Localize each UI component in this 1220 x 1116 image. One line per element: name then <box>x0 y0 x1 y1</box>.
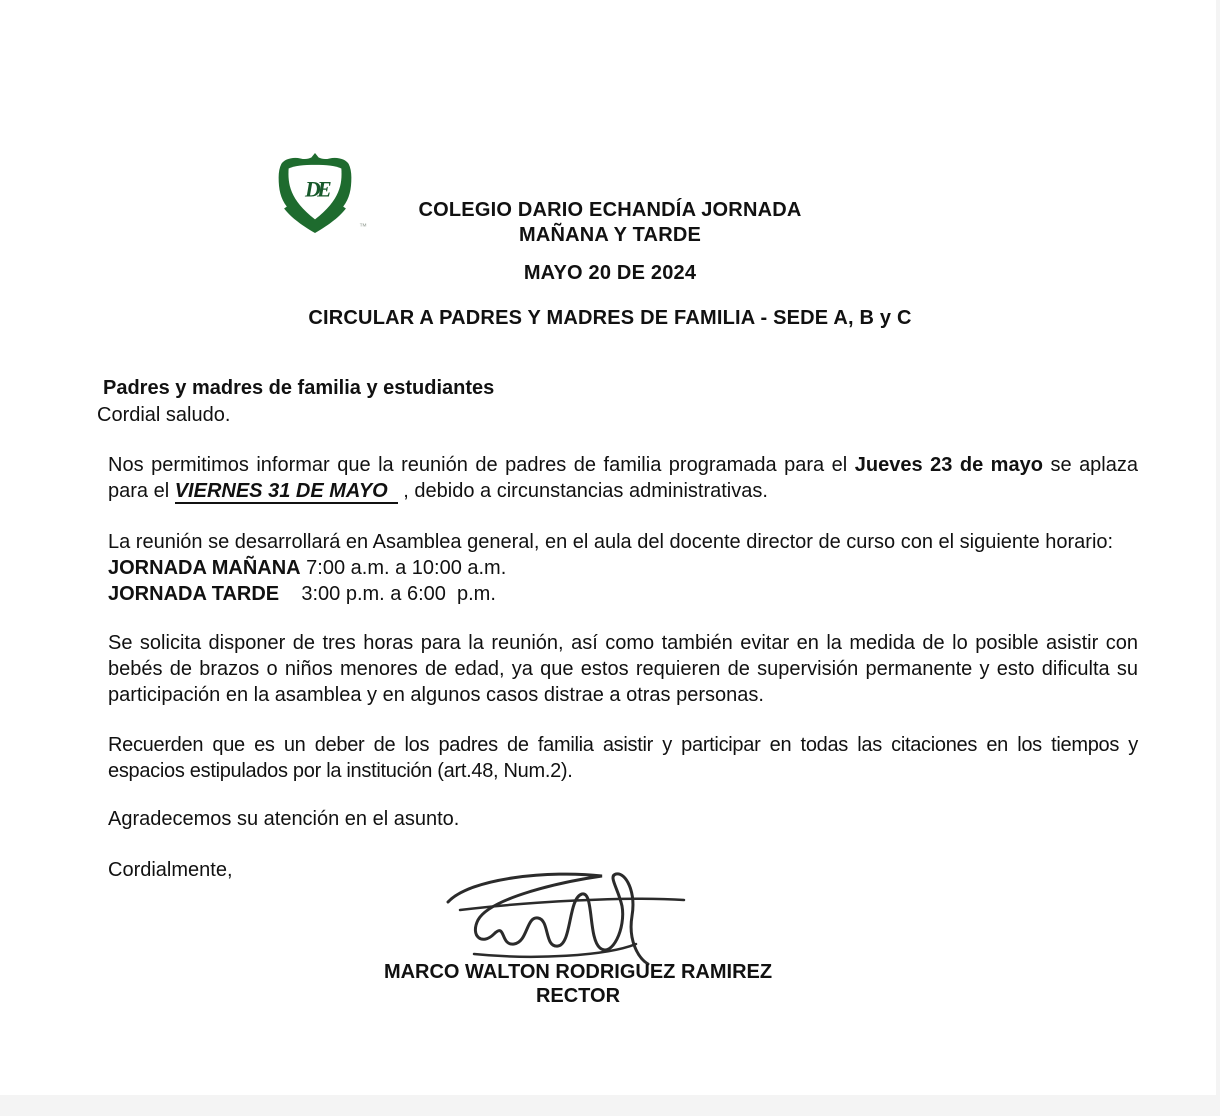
date-line: MAYO 20 DE 2024 <box>523 262 697 284</box>
schedule-row-morning <box>108 555 1138 581</box>
signature-image <box>430 868 730 968</box>
paragraph-thanks: Agradecemos su atención en el asunto. <box>108 808 460 830</box>
scan-right-edge <box>1216 0 1220 1116</box>
schedule-time-afternoon: 3:00 p.m. a 6:00 p.m. <box>279 583 496 605</box>
schedule-label-afternoon: JORNADA TARDE <box>108 583 280 605</box>
greeting-line: Cordial saludo. <box>97 404 231 426</box>
school-name-line1: COLEGIO DARIO ECHANDÍA JORNADA <box>418 199 802 221</box>
paragraph-schedule <box>108 529 1138 607</box>
trademark-mark: ™ <box>359 222 367 231</box>
p1-original-date: Jueves 23 de mayo <box>854 454 1043 476</box>
p1-text-end: , debido a circunstancias administrativas. <box>397 480 768 502</box>
school-name-line2: MAÑANA Y TARDE <box>518 224 702 246</box>
schedule-time-morning: 7:00 a.m. a 10:00 a.m. <box>300 557 507 579</box>
p1-text-start: Nos permitimos informar que la reunión de padres de familia programada para el <box>108 454 855 476</box>
recipients-line: Padres y madres de familia y estudiantes <box>103 377 495 399</box>
schedule-row-afternoon <box>108 581 1138 607</box>
scan-bottom-edge <box>0 1095 1220 1116</box>
p1-text-mid: se aplaza para el <box>108 454 1138 502</box>
paragraph-reminder: Recuerden que es un deber de los padres de familia asistir y participar en todas las citaciones en los tiempos y espacios estipulados por la institución (art.48, Num.2). <box>108 734 1138 782</box>
logo-monogram-text: DE <box>305 177 329 202</box>
signatory-title: RECTOR <box>535 985 621 1007</box>
subject-line: CIRCULAR A PADRES Y MADRES DE FAMILIA - SEDE A, B y C <box>308 307 912 329</box>
schedule-label-morning: JORNADA MAÑANA <box>108 557 301 579</box>
signatory-name: MARCO WALTON RODRIGUEZ RAMIREZ <box>383 961 773 983</box>
signatory-block <box>68 960 1088 1008</box>
valediction: Cordialmente, <box>108 859 233 881</box>
paragraph-request: Se solicita disponer de tres horas para la reunión, así como también evitar en la medida de lo posible asistir con bebés de brazos o niños menores de edad, ya que estos requieren de supervisión permanente y esto dificulta su participación en la asamblea y en algunos casos distrae a otras personas. <box>108 632 1138 706</box>
paragraph-postponement <box>108 452 1138 504</box>
schedule-intro: La reunión se desarrollará en Asamblea general, en el aula del docente director de curso con el siguiente horario: <box>108 531 1114 553</box>
p1-new-date: VIERNES 31 DE MAYO <box>175 480 398 504</box>
signature-scribble-icon <box>430 868 730 968</box>
